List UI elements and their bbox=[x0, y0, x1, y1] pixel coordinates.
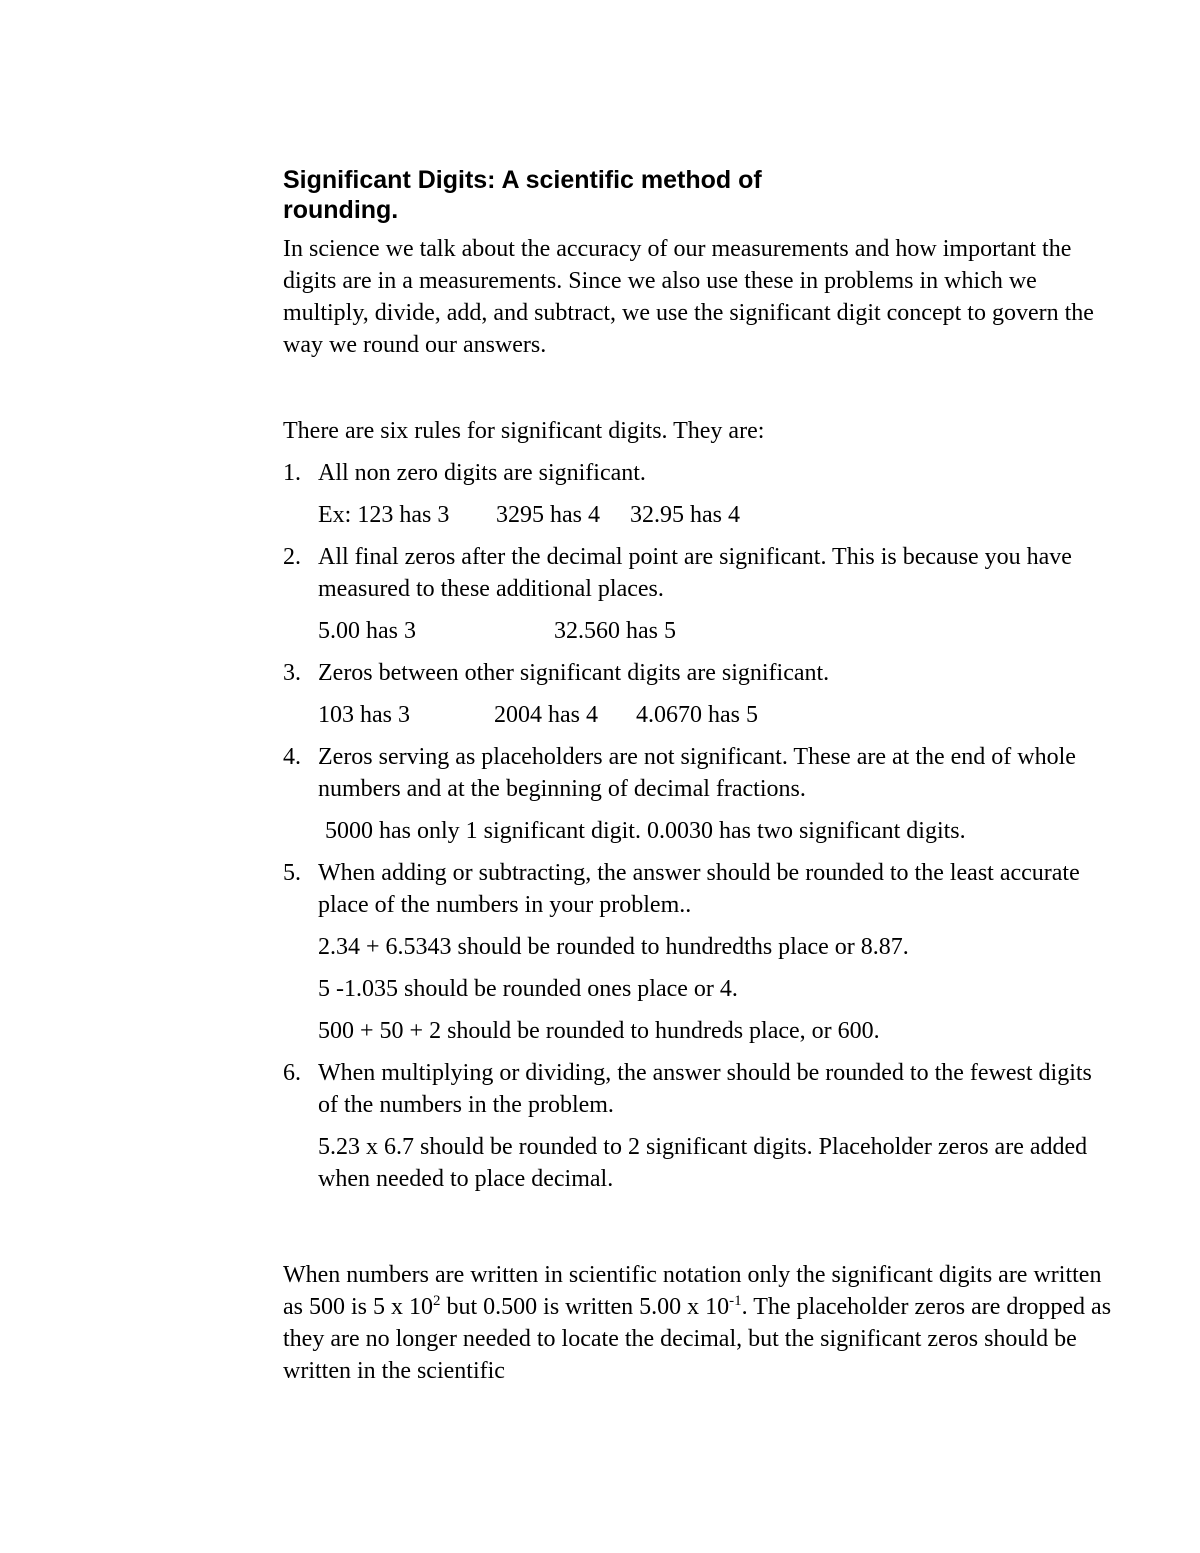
spacer bbox=[283, 1205, 1113, 1259]
closing-paragraph bbox=[283, 1259, 1113, 1387]
rule-number: 3. bbox=[283, 660, 301, 686]
document-page bbox=[283, 165, 1113, 1387]
intro-paragraph: In science we talk about the accuracy of our measurements and how important the digits are in a measurements. Since we also use these in problems in which we multiply, divide, add, and subtract, we use the significant digit concept to govern the way we round our answers. bbox=[283, 236, 1094, 358]
rule-text: All non zero digits are significant. bbox=[318, 460, 646, 486]
rule-number: 1. bbox=[283, 460, 301, 486]
rule-example: 5.23 x 6.7 should be rounded to 2 significant digits. Placeholder zeros are added when needed to place decimal. bbox=[318, 1134, 1088, 1192]
rule-number: 2. bbox=[283, 544, 301, 570]
rule-number: 5. bbox=[283, 860, 301, 886]
rule-example: 2.34 + 6.5343 should be rounded to hundredths place or 8.87. bbox=[318, 934, 909, 960]
rule-text: Zeros serving as placeholders are not significant. These are at the end of whole numbers and at the beginning of decimal fractions. bbox=[318, 744, 1076, 802]
rule-text: When adding or subtracting, the answer should be rounded to the least accurate place of the numbers in your problem.. bbox=[318, 860, 1080, 918]
rule-example: 5 -1.035 should be rounded ones place or 4. bbox=[318, 976, 738, 1002]
rule-number: 4. bbox=[283, 744, 301, 770]
closing-text: When numbers are written in scientific notation only the significant digits are written as 500 is 5 x 10 bbox=[283, 1262, 1102, 1320]
example-value: Ex: 123 has 3 bbox=[318, 502, 450, 528]
rule-example: 500 + 50 + 2 should be rounded to hundreds place, or 600. bbox=[318, 1018, 880, 1044]
closing-text: but 0.500 is written 5.00 x 10 bbox=[440, 1294, 730, 1320]
rule-text: All final zeros after the decimal point are significant. This is because you have measured to these additional places. bbox=[318, 544, 1072, 602]
example-value: 32.95 has 4 bbox=[630, 502, 740, 528]
rule-item-5 bbox=[283, 857, 1113, 1047]
example-value: 4.0670 has 5 bbox=[636, 702, 758, 728]
exponent: 2 bbox=[433, 1293, 441, 1309]
rule-item-1 bbox=[283, 457, 1113, 531]
example-value: 32.560 has 5 bbox=[554, 618, 676, 644]
page-title: Significant Digits: A scientific method of rounding. bbox=[283, 166, 762, 224]
rule-example bbox=[318, 815, 1113, 847]
closing-text: . The placeholder zeros are dropped as they are no longer needed to locate the decimal, but the significant zeros should be written in the scientific bbox=[283, 1294, 1112, 1384]
rule-text: When multiplying or dividing, the answer should be rounded to the fewest digits of the numbers in the problem. bbox=[318, 1060, 1092, 1118]
example-value: 2004 has 4 bbox=[494, 702, 598, 728]
rule-example bbox=[318, 615, 1113, 647]
rule-item-2 bbox=[283, 541, 1113, 647]
example-value: 3295 has 4 bbox=[496, 502, 600, 528]
rules-intro: There are six rules for significant digits. They are: bbox=[283, 418, 765, 444]
rule-example bbox=[318, 699, 1113, 731]
rule-text: Zeros between other significant digits are significant. bbox=[318, 660, 830, 686]
spacer bbox=[283, 361, 1113, 415]
example-value: 5.00 has 3 bbox=[318, 618, 416, 644]
rule-item-4 bbox=[283, 741, 1113, 847]
exponent: -1 bbox=[729, 1293, 742, 1309]
rule-item-6 bbox=[283, 1057, 1113, 1195]
rule-number: 6. bbox=[283, 1060, 301, 1086]
example-value: 5000 has only 1 significant digit. 0.0030 has two significant digits. bbox=[325, 818, 966, 844]
rule-item-3 bbox=[283, 657, 1113, 731]
rule-example bbox=[318, 499, 1113, 531]
example-value: 103 has 3 bbox=[318, 702, 410, 728]
